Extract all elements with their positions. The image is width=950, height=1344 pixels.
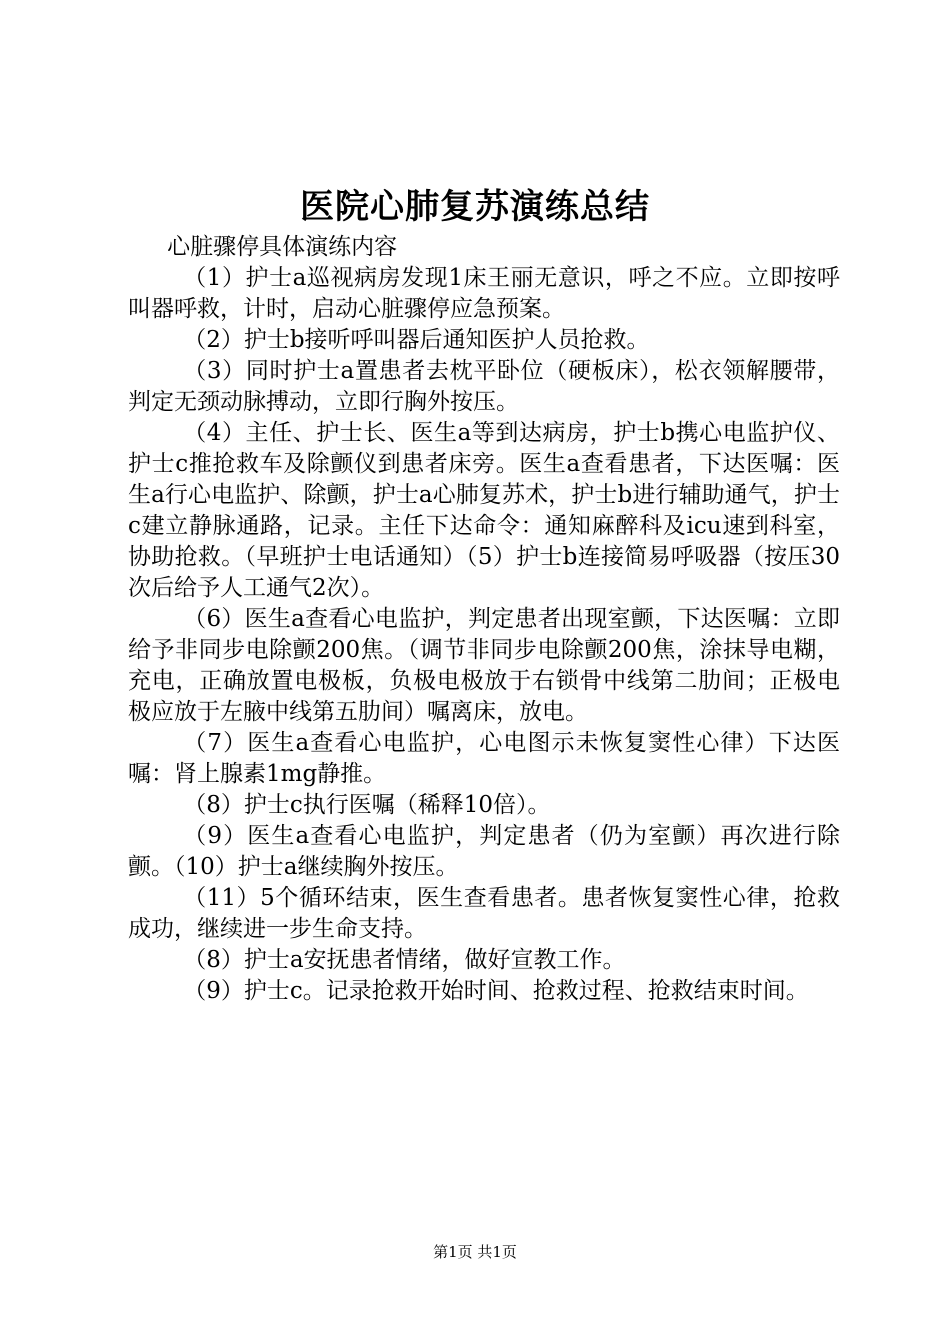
paragraph-step-1: （1）护士a巡视病房发现1床王丽无意识，呼之不应。立即按呼叫器呼救，计时，启动心脏骤停应急预案。 [128,265,840,322]
paragraph-step-11: （11）5个循环结束，医生查看患者。患者恢复窦性心律，抢救成功，继续进一步生命支持。 [128,885,840,942]
paragraph-step-8b: （8）护士a安抚患者情绪，做好宣教工作。 [183,947,626,973]
page-footer: 第1页 共1页 [433,1243,517,1261]
paragraph-step-4: （4）主任、护士长、医生a等到达病房，护士b携心电监护仪、护士c推抢救车及除颤仪到患者床旁。医生a查看患者，下达医嘱：医生a行心电监护、除颤，护士a心肺复苏术，护士b进行辅助通气，护士c建立静脉通路，记录。主任下达命令：通知麻醉科及icu速到科室，协助抢救。（早班护士电话通知）（5）护士b连接简易呼吸器（按压30次后给予人工通气2次）。 [128,420,840,601]
paragraph-step-3: （3）同时护士a置患者去枕平卧位（硬板床），松衣领解腰带，判定无颈动脉搏动，立即行胸外按压。 [128,358,840,415]
paragraph-step-9b: （9）护士c。记录抢救开始时间、抢救过程、抢救结束时间。 [183,978,809,1004]
paragraph-step-8: （8）护士c执行医嘱（稀释10倍）。 [183,792,551,818]
document-body [128,232,840,1007]
paragraph-step-7: （7）医生a查看心电监护，心电图示未恢复窦性心律）下达医嘱：肾上腺素1mg静推。 [128,730,840,787]
paragraph-step-6: （6）医生a查看心电监护，判定患者出现室颤，下达医嘱：立即给予非同步电除颤200焦。（调节非同步电除颤200焦，涂抹导电糊，充电，正确放置电极板，负极电极放于右锁骨中线第二肋间；正极电极应放于左腋中线第五肋间）嘱离床，放电。 [128,606,840,725]
document-title: 医院心肺复苏演练总结 [300,187,650,227]
paragraph-step-9: （9）医生a查看心电监护，判定患者（仍为室颤）再次进行除颤。（10）护士a继续胸外按压。 [128,823,840,880]
paragraph-step-2: （2）护士b接听呼叫器后通知医护人员抢救。 [183,327,650,353]
section-heading: 心脏骤停具体演练内容 [167,234,398,260]
